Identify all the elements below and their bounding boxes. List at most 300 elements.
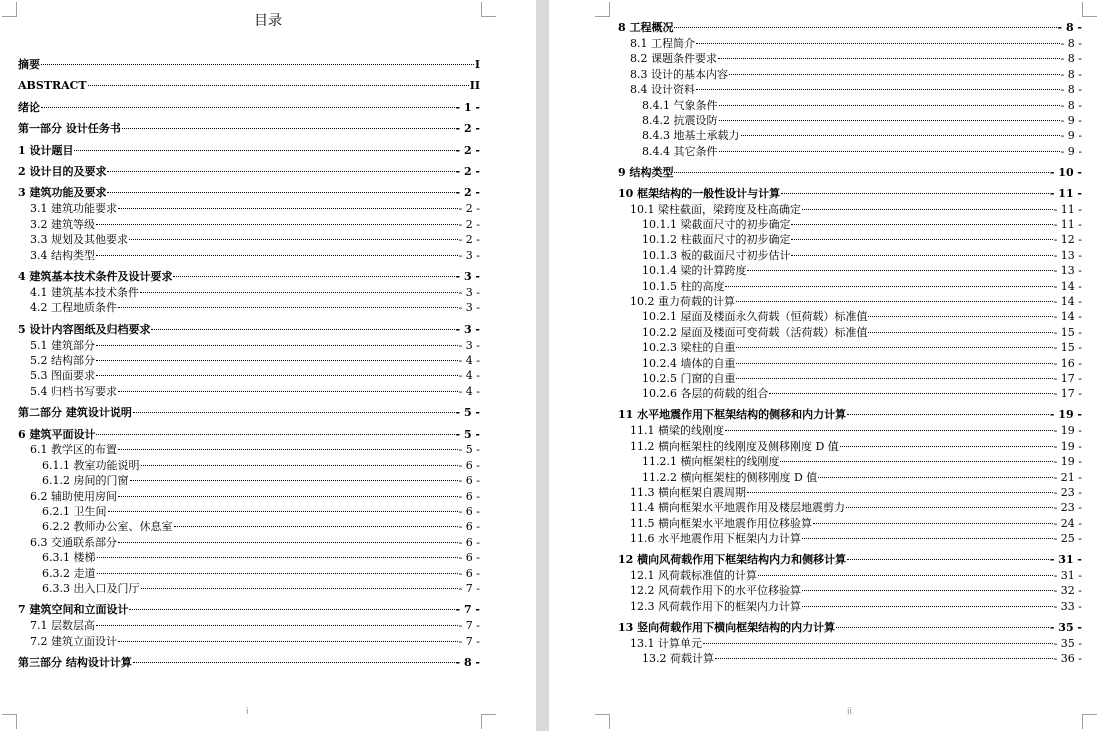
toc-entry-page: - 3 - <box>458 301 480 315</box>
dot-leader <box>696 43 1060 44</box>
dot-leader <box>96 255 458 256</box>
dot-leader <box>718 58 1060 59</box>
dot-leader <box>747 270 1052 271</box>
toc-entry-label: 7.1 层数层高 <box>30 619 95 633</box>
dot-leader <box>781 193 1049 194</box>
toc-entry[interactable] <box>642 371 1082 386</box>
toc-entry-label: 12 横向风荷载作用下框架结构内力和侧移计算 <box>618 553 847 567</box>
dot-leader <box>96 625 458 626</box>
dot-leader <box>96 375 458 376</box>
toc-entry[interactable] <box>18 100 480 115</box>
toc-entry[interactable] <box>630 568 1082 583</box>
toc-entry[interactable] <box>630 500 1082 515</box>
dot-leader <box>736 363 1052 364</box>
toc-entry-label: 6.3.3 出入口及门厅 <box>42 582 140 595</box>
toc-entry[interactable] <box>30 285 480 300</box>
toc-entry-label: 6.3.1 楼梯 <box>42 551 96 565</box>
toc-entry-page: - 8 - <box>1060 83 1082 97</box>
toc-entry-label: 绪论 <box>18 100 40 114</box>
toc-entry-page: - 1 - <box>455 100 480 114</box>
dot-leader <box>133 412 455 413</box>
toc-entry-label: 10.1.3 板的截面尺寸初步估计 <box>642 248 791 262</box>
crop-mark <box>1082 2 1097 17</box>
toc-entry-label: 12.3 风荷载作用下的框架内力计算 <box>630 599 801 613</box>
toc-entry[interactable] <box>30 535 480 550</box>
toc-entry-page: - 7 - <box>458 634 480 648</box>
dot-leader <box>836 627 1049 628</box>
toc-entry-page: - 23 - <box>1053 485 1082 499</box>
toc-entry-label: 3 建筑功能及要求 <box>18 186 107 200</box>
toc-entry-page: - 19 - <box>1053 439 1082 453</box>
toc-entry-page: - 2 - <box>458 233 480 247</box>
toc-entry-label: 6 建筑平面设计 <box>18 427 96 441</box>
toc-entry[interactable] <box>30 353 480 368</box>
toc-entry[interactable] <box>30 384 480 399</box>
toc-entry-page: - 14 - <box>1053 310 1082 324</box>
toc-entry[interactable] <box>30 248 480 263</box>
toc-entry-label: 11.1 横梁的线刚度 <box>630 424 724 438</box>
dot-leader <box>696 89 1060 90</box>
dot-leader <box>96 345 458 346</box>
toc-entry-page: - 11 - <box>1049 186 1082 200</box>
toc-entry-page: - 11 - <box>1053 202 1082 216</box>
toc-entry[interactable] <box>630 531 1082 546</box>
dot-leader <box>141 465 458 466</box>
toc-entry-page: - 5 - <box>455 427 480 441</box>
toc-entry-page: - 6 - <box>458 458 480 472</box>
dot-leader <box>41 64 474 65</box>
toc-entry-page: - 3 - <box>455 269 480 283</box>
toc-entry-page: - 8 - <box>1057 21 1082 34</box>
dot-leader <box>141 588 458 589</box>
toc-entry-label: 13 竖向荷载作用下横向框架结构的内力计算 <box>618 620 836 634</box>
toc-entry-label: 10.1.5 柱的高度 <box>642 279 725 293</box>
dot-leader <box>96 224 458 225</box>
dot-leader <box>715 658 1053 659</box>
toc-entry-page: - 14 - <box>1053 295 1082 308</box>
toc-entry[interactable] <box>642 651 1082 666</box>
toc-entry-page: - 19 - <box>1053 424 1082 438</box>
toc-entry[interactable] <box>630 51 1082 66</box>
toc-entry-page: - 9 - <box>1060 113 1082 127</box>
toc-entry-page: - 3 - <box>458 338 480 352</box>
toc-entry-page: - 36 - <box>1053 652 1082 666</box>
toc-entry-page: - 8 - <box>1060 98 1082 112</box>
toc-entry-label: 12.2 风荷载作用下的水平位移验算 <box>630 584 801 598</box>
dot-leader <box>133 662 455 663</box>
toc-entry[interactable] <box>18 655 480 670</box>
dot-leader <box>791 255 1052 256</box>
toc-entry[interactable] <box>618 552 1082 567</box>
dot-leader <box>813 523 1053 524</box>
toc-entry-page: - 19 - <box>1049 408 1082 422</box>
page-number: i <box>246 707 249 717</box>
toc-entry-page: - 10 - <box>1049 165 1082 179</box>
toc-entry-label: 10.1.4 梁的计算跨度 <box>642 264 747 278</box>
toc-entry[interactable] <box>642 325 1082 340</box>
dot-leader <box>151 329 454 330</box>
toc-entry-page: - 6 - <box>458 474 480 488</box>
toc-entry-page: - 4 - <box>458 369 480 383</box>
toc-entry-label: 6.3.2 走道 <box>42 566 96 580</box>
toc-entry-label: 11.2 横向框架柱的线刚度及侧移刚度 D 值 <box>630 439 839 453</box>
toc-entry[interactable] <box>642 232 1082 247</box>
toc-entry-page: - 15 - <box>1053 325 1082 339</box>
crop-mark <box>595 714 610 729</box>
toc-entry[interactable] <box>30 618 480 633</box>
toc-entry-label: 12.1 风荷载标准值的计算 <box>630 569 757 582</box>
toc-entry-page: - 8 - <box>1060 52 1082 66</box>
toc-entry-page: - 7 - <box>458 582 480 595</box>
toc-entry-label: 10.2.4 墙体的自重 <box>642 356 736 370</box>
toc-entry-page: - 6 - <box>458 551 480 565</box>
dot-leader <box>736 378 1052 379</box>
toc-entry[interactable] <box>42 504 480 519</box>
toc-entry[interactable] <box>618 186 1082 201</box>
dot-leader <box>758 575 1053 576</box>
toc-entry-label: 8.1 工程简介 <box>630 36 695 50</box>
toc-entry-page: - 2 - <box>455 122 480 136</box>
toc-entry-page: - 16 - <box>1053 356 1082 370</box>
toc-entry-page: - 3 - <box>458 248 480 262</box>
toc-entry[interactable] <box>18 185 480 200</box>
toc-entry[interactable] <box>642 386 1082 401</box>
toc-entry-page: - 17 - <box>1053 372 1082 385</box>
toc-entry-page: - 11 - <box>1053 218 1082 231</box>
toc-entry-label: 11 水平地震作用下框架结构的侧移和内力计算 <box>618 408 847 422</box>
toc-entry[interactable] <box>642 98 1082 113</box>
toc-entry-page: - 2 - <box>458 217 480 231</box>
toc-entry-page: - 31 - <box>1049 553 1082 567</box>
toc-entry-page: - 6 - <box>458 505 480 518</box>
toc-entry-label: 2 设计目的及要求 <box>18 165 107 178</box>
toc-entry-page: - 6 - <box>458 566 480 580</box>
dot-leader <box>818 477 1052 478</box>
crop-mark <box>1082 714 1097 729</box>
dot-leader <box>118 542 458 543</box>
toc-entry[interactable] <box>18 322 480 337</box>
toc-entry-label: 8.4.2 抗震设防 <box>642 113 718 127</box>
toc-entry-label: 第一部分 设计任务书 <box>18 122 121 136</box>
toc-entry[interactable] <box>18 164 480 179</box>
dot-leader <box>140 292 458 293</box>
toc-entry-label: 摘要 <box>18 58 40 71</box>
dot-leader <box>802 590 1053 591</box>
dot-leader <box>780 461 1052 462</box>
toc-entry-label: 8.4.1 气象条件 <box>642 98 718 112</box>
toc-entry-label: 4.1 建筑基本技术条件 <box>30 285 139 299</box>
toc-entry-label: 3.1 建筑功能要求 <box>30 202 117 216</box>
dot-leader <box>118 307 458 308</box>
toc-entry-page: - 8 - <box>455 656 480 670</box>
toc-entry-label: 8.3 设计的基本内容 <box>630 67 728 81</box>
dot-leader <box>118 641 458 642</box>
toc-entry-label: 11.2.1 横向框架柱的线刚度 <box>642 455 780 469</box>
toc-entry-page: - 7 - <box>455 603 480 617</box>
toc-entry[interactable] <box>642 309 1082 324</box>
toc-entry-page: - 6 - <box>458 535 480 549</box>
dot-leader <box>96 434 454 435</box>
dot-leader <box>118 391 458 392</box>
dot-leader <box>741 135 1060 136</box>
toc-entry[interactable] <box>630 67 1082 82</box>
crop-mark <box>595 2 610 17</box>
dot-leader <box>97 573 458 574</box>
toc-entry-page: - 4 - <box>458 353 480 367</box>
crop-mark <box>481 714 496 729</box>
toc-entry[interactable] <box>642 128 1082 143</box>
toc-entry-label: 11.5 横向框架水平地震作用位移验算 <box>630 516 812 530</box>
toc-entry[interactable] <box>42 473 480 488</box>
toc-entry[interactable] <box>18 57 480 72</box>
crop-mark <box>2 714 17 729</box>
toc-entry-label: 10.2.5 门窗的自重 <box>642 372 736 385</box>
toc-entry[interactable] <box>630 599 1082 614</box>
dot-leader <box>130 480 458 481</box>
toc-entry-label: 11.2.2 横向框架柱的侧移刚度 D 值 <box>642 470 818 484</box>
toc-entry-label: 10.2.2 屋面及楼面可变荷载（活荷载）标准值 <box>642 325 868 339</box>
toc-entry[interactable] <box>18 78 480 93</box>
toc-entry[interactable] <box>42 566 480 581</box>
toc-entry-label: 11.4 横向框架水平地震作用及楼层地震剪力 <box>630 501 845 515</box>
dot-leader <box>802 209 1053 210</box>
dot-leader <box>122 128 455 129</box>
toc-entry[interactable] <box>618 165 1082 180</box>
toc-entry-label: 8.4.3 地基土承载力 <box>642 129 740 143</box>
toc-entry[interactable] <box>30 217 480 232</box>
dot-leader <box>729 74 1060 75</box>
toc-entry[interactable] <box>30 368 480 383</box>
toc-entry-page: - 35 - <box>1053 636 1082 650</box>
toc-entry-page: - 5 - <box>455 406 480 420</box>
toc-entry-label: 9 结构类型 <box>618 165 674 179</box>
toc-entry-page: - 8 - <box>1060 36 1082 50</box>
toc-entry-label: 3.3 规划及其他要求 <box>30 233 128 247</box>
toc-entry[interactable] <box>630 423 1082 438</box>
toc-title: 目录 <box>254 13 282 29</box>
dot-leader <box>736 301 1053 302</box>
toc-entry-label: 第二部分 建筑设计说明 <box>18 406 132 420</box>
dot-leader <box>736 347 1052 348</box>
toc-entry[interactable] <box>30 338 480 353</box>
dot-leader <box>74 150 454 151</box>
toc-entry[interactable] <box>642 454 1082 469</box>
toc-entry-label: 7.2 建筑立面设计 <box>30 634 117 648</box>
toc-entry-label: 4.2 工程地质条件 <box>30 301 117 315</box>
toc-entry-label: 6.1.1 教室功能说明 <box>42 458 140 472</box>
dot-leader <box>719 120 1060 121</box>
toc-entry-page: - 2 - <box>458 202 480 216</box>
toc-entry[interactable] <box>630 36 1082 51</box>
dot-leader <box>41 107 455 108</box>
toc-entry[interactable] <box>642 217 1082 232</box>
toc-entry-page: - 2 - <box>455 143 480 157</box>
toc-entry[interactable] <box>30 489 480 504</box>
toc-entry[interactable] <box>30 201 480 216</box>
toc-entry-page: - 2 - <box>455 186 480 200</box>
toc-entry-label: 6.2.1 卫生间 <box>42 505 107 518</box>
toc-entry-label: 8.2 课题条件要求 <box>630 52 717 66</box>
dot-leader <box>107 171 454 172</box>
dot-leader <box>107 192 454 193</box>
toc-entry[interactable] <box>642 113 1082 128</box>
toc-entry-label: 10.1.2 柱截面尺寸的初步确定 <box>642 233 791 247</box>
page-number: ii <box>847 707 853 717</box>
dot-leader <box>97 557 458 558</box>
dot-leader <box>174 526 458 527</box>
dot-leader <box>840 446 1053 447</box>
toc-entry[interactable] <box>642 470 1082 485</box>
dot-leader <box>847 414 1049 415</box>
toc-entry-label: 6.1 教学区的布置 <box>30 443 117 457</box>
toc-entry[interactable] <box>618 620 1082 635</box>
toc-entry-page: - 9 - <box>1060 129 1082 143</box>
toc-entry[interactable] <box>30 634 480 649</box>
document-page-1 <box>0 0 536 731</box>
toc-entry-label: 第三部分 结构设计计算 <box>18 656 132 670</box>
toc-entry-label: 10.2 重力荷载的计算 <box>630 295 735 308</box>
toc-entry-page: - 2 - <box>455 165 480 178</box>
dot-leader <box>674 172 1048 173</box>
toc-entry-label: 8 工程概况 <box>618 21 674 34</box>
toc-entry-label: 13.2 荷载计算 <box>642 652 714 666</box>
toc-entry-page: - 21 - <box>1053 470 1082 484</box>
toc-entry[interactable] <box>18 427 480 442</box>
toc-entry[interactable] <box>42 581 480 596</box>
toc-entry-page: - 12 - <box>1053 233 1082 247</box>
toc-entry-label: 10.2.1 屋面及楼面永久荷载（恒荷载）标准值 <box>642 310 868 324</box>
toc-entry-label: 5.2 结构部分 <box>30 353 95 367</box>
dot-leader <box>791 239 1052 240</box>
toc-entry-page: - 3 - <box>455 322 480 336</box>
toc-entry-label: 10.2.6 各层的荷载的组合 <box>642 387 769 401</box>
dot-leader <box>108 511 458 512</box>
toc-entry[interactable] <box>630 439 1082 454</box>
dot-leader <box>118 449 458 450</box>
toc-entry[interactable] <box>42 458 480 473</box>
toc-entry-page: - 33 - <box>1053 599 1082 613</box>
toc-entry[interactable] <box>18 121 480 136</box>
toc-entry-page: - 31 - <box>1053 569 1082 582</box>
toc-entry-label: 11.3 横向框架自震周期 <box>630 485 746 499</box>
toc-entry-page: - 32 - <box>1053 584 1082 598</box>
toc-entry-label: 10.1.1 梁截面尺寸的初步确定 <box>642 218 791 231</box>
dot-leader <box>129 609 454 610</box>
toc-entry-page: - 5 - <box>458 443 480 457</box>
toc-entry[interactable] <box>18 405 480 420</box>
toc-entry-page: - 7 - <box>458 619 480 633</box>
toc-entry-page: - 24 - <box>1053 516 1082 530</box>
toc-entry-label: 6.2.2 教师办公室、休息室 <box>42 520 173 534</box>
toc-entry-label: 10.1 梁柱截面，梁跨度及柱高确定 <box>630 202 801 216</box>
toc-entry-label: 5.1 建筑部分 <box>30 338 95 352</box>
toc-entry[interactable] <box>42 550 480 565</box>
toc-entry-page: - 23 - <box>1053 501 1082 515</box>
toc-entry-page: - 17 - <box>1053 387 1082 401</box>
dot-leader <box>173 276 454 277</box>
toc-entry-label: 8.4.4 其它条件 <box>642 144 718 158</box>
dot-leader <box>725 286 1052 287</box>
dot-leader <box>719 105 1060 106</box>
toc-entry-page: - 9 - <box>1060 144 1082 158</box>
table-of-contents <box>0 8 536 670</box>
toc-entry[interactable] <box>642 356 1082 371</box>
toc-entry-label: 4 建筑基本技术条件及设计要求 <box>18 269 173 283</box>
dot-leader <box>847 559 1049 560</box>
dot-leader <box>868 332 1052 333</box>
toc-entry[interactable] <box>30 232 480 247</box>
toc-entry[interactable] <box>18 143 480 158</box>
toc-entry[interactable] <box>630 294 1082 309</box>
toc-entry[interactable] <box>618 407 1082 422</box>
toc-entry[interactable] <box>630 583 1082 598</box>
toc-entry[interactable] <box>630 485 1082 500</box>
toc-entry[interactable] <box>630 636 1082 651</box>
dot-leader <box>129 239 458 240</box>
dot-leader <box>703 643 1053 644</box>
toc-entry-page: - 19 - <box>1053 455 1082 469</box>
toc-entry[interactable] <box>18 602 480 617</box>
toc-entry[interactable] <box>30 300 480 315</box>
toc-entry-label: 6.1.2 房间的门窗 <box>42 474 129 488</box>
toc-entry-label: 13.1 计算单元 <box>630 636 702 650</box>
toc-entry[interactable] <box>642 263 1082 278</box>
toc-entry-label: 5.3 图面要求 <box>30 369 95 383</box>
dot-leader <box>719 151 1060 152</box>
dot-leader <box>769 393 1052 394</box>
toc-entry[interactable] <box>630 202 1082 217</box>
dot-leader <box>802 606 1053 607</box>
toc-entry-page: II <box>469 79 480 93</box>
toc-entry-page: - 13 - <box>1053 248 1082 262</box>
toc-entry-label: ABSTRACT <box>18 79 87 93</box>
toc-entry-page: - 15 - <box>1053 341 1082 355</box>
toc-entry-label: 5.4 归档书写要求 <box>30 384 117 398</box>
toc-entry-page: - 25 - <box>1053 532 1082 546</box>
toc-entry-label: 6.2 辅助使用房间 <box>30 489 117 503</box>
toc-entry[interactable] <box>642 340 1082 355</box>
toc-entry-page: - 4 - <box>458 384 480 398</box>
toc-entry[interactable] <box>42 519 480 534</box>
toc-entry-label: 11.6 水平地震作用下框架内力计算 <box>630 532 801 546</box>
toc-entry-label: 1 设计题目 <box>18 143 74 157</box>
toc-entry-label: 10 框架结构的一般性设计与计算 <box>618 186 781 200</box>
toc-entry-page: - 35 - <box>1049 620 1082 634</box>
toc-entry-page: - 6 - <box>458 520 480 534</box>
dot-leader <box>791 224 1052 225</box>
dot-leader <box>88 85 469 86</box>
toc-entry-page: I <box>474 58 480 71</box>
dot-leader <box>674 27 1056 28</box>
toc-entry-page: - 14 - <box>1053 279 1082 293</box>
toc-entry[interactable] <box>642 144 1082 159</box>
toc-entry[interactable] <box>630 516 1082 531</box>
toc-entry[interactable] <box>618 20 1082 35</box>
toc-entry-label: 3.2 建筑等级 <box>30 217 95 231</box>
toc-entry[interactable] <box>642 279 1082 294</box>
toc-entry[interactable] <box>30 442 480 457</box>
dot-leader <box>118 208 458 209</box>
toc-entry-page: - 3 - <box>458 285 480 299</box>
dot-leader <box>96 360 458 361</box>
toc-entry-page: - 6 - <box>458 489 480 503</box>
toc-entry[interactable] <box>642 248 1082 263</box>
toc-entry[interactable] <box>18 269 480 284</box>
dot-leader <box>846 507 1053 508</box>
toc-entry[interactable] <box>630 82 1082 97</box>
toc-entry-page: - 8 - <box>1060 67 1082 81</box>
toc-entry-label: 5 设计内容图纸及归档要求 <box>18 322 151 336</box>
